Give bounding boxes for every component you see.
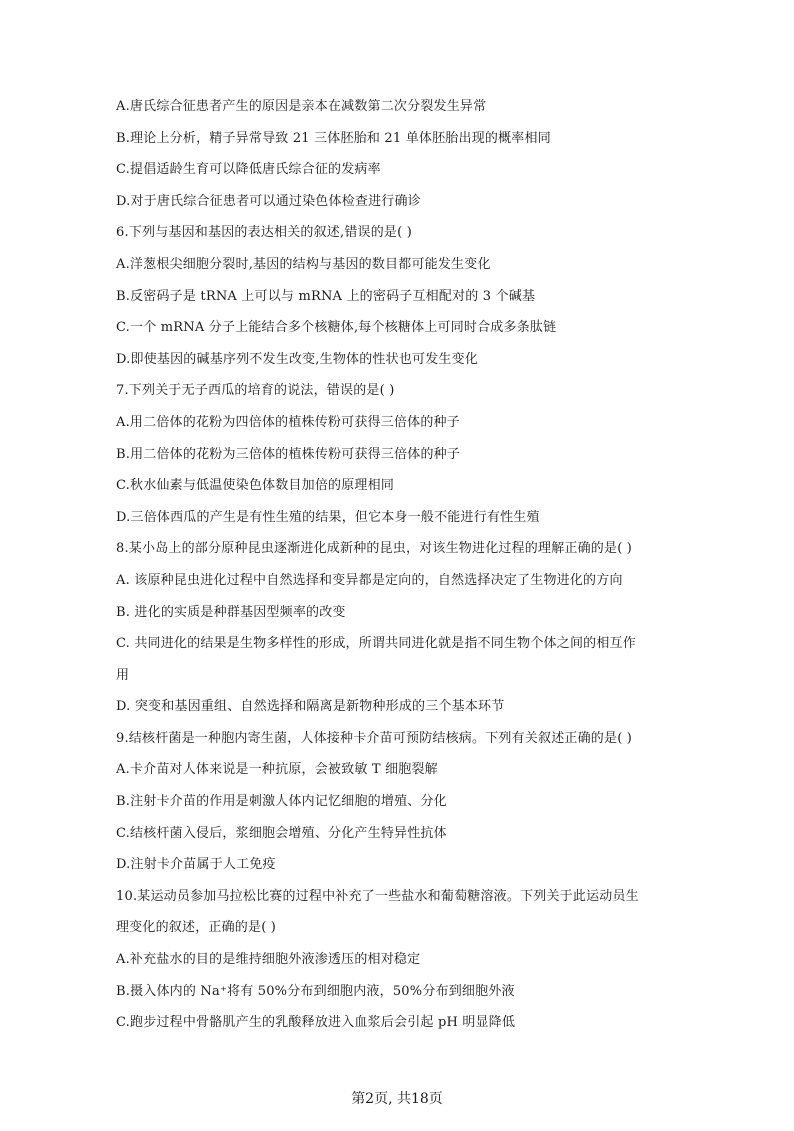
text-line: A.补充盐水的目的是维持细胞外液渗透压的相对稳定: [116, 952, 421, 968]
text-line: B. 进化的实质是种群基因型频率的改变: [116, 604, 346, 620]
text-line: C. 共同进化的结果是生物多样性的形成，所谓共同进化就是指不同生物个体之间的相互作: [116, 636, 636, 652]
text-line: D.注射卡介苗属于人工免疫: [116, 857, 276, 873]
text-line: B.反密码子是 tRNA 上可以与 mRNA 上的密码子互相配对的 3 个碱基: [116, 288, 536, 304]
text-line: D. 突变和基因重组、自然选择和隔离是新物种形成的三个基本环节: [116, 699, 505, 715]
text-line: D.即使基因的碱基序列不发生改变,生物体的性状也可发生变化: [116, 351, 479, 367]
text-line: B.用二倍体的花粉为三倍体的植株传粉可获得三倍体的种子: [116, 446, 461, 462]
text-line: C.结核杆菌入侵后，浆细胞会增殖、分化产生特异性抗体: [116, 825, 447, 841]
question-9-stem: 9.结核杆菌是一种胞内寄生菌，人体接种卡介苗可预防结核病。下列有关叙述正确的是( ): [116, 730, 633, 746]
text-line: B.注射卡介苗的作用是刺激人体内记忆细胞的增殖、分化: [116, 794, 447, 810]
question-7-stem: 7.下列关于无子西瓜的培育的说法，错误的是( ): [116, 383, 395, 399]
text-line: B.理论上分析，精子异常导致 21 三体胚胎和 21 单体胚胎出现的概率相同: [116, 130, 551, 146]
text-line: D.对于唐氏综合征患者可以通过染色体检查进行确诊: [116, 193, 421, 209]
question-8-stem: 8.某小岛上的部分原种昆虫逐渐进化成新种的昆虫，对该生物进化过程的理解正确的是( ): [116, 541, 633, 557]
text-line: A.洋葱根尖细胞分裂时,基因的结构与基因的数目都可能发生变化: [116, 256, 491, 272]
text-line: B.摄入体内的 Na⁺将有 50%分布到细胞内液，50%分布到细胞外液: [116, 983, 515, 999]
text-line: C.提倡适龄生育可以降低唐氏综合征的发病率: [116, 162, 381, 178]
question-content: [116, 99, 696, 1047]
question-6-stem: 6.下列与基因和基因的表达相关的叙述,错误的是( ): [116, 225, 413, 241]
text-line: A. 该原种昆虫进化过程中自然选择和变异都是定向的，自然选择决定了生物进化的方向: [116, 572, 623, 588]
page-footer: 第2页, 共18页: [351, 1091, 443, 1107]
text-line: A.唐氏综合征患者产生的原因是亲本在减数第二次分裂发生异常: [116, 99, 487, 114]
text-line: D.三倍体西瓜的产生是有性生殖的结果，但它本身一般不能进行有性生殖: [116, 509, 540, 525]
text-line: A.用二倍体的花粉为四倍体的植株传粉可获得三倍体的种子: [116, 414, 460, 430]
text-line: C.秋水仙素与低温使染色体数目加倍的原理相同: [116, 478, 395, 494]
text-line: 理变化的叙述，正确的是( ): [116, 920, 277, 936]
text-line: C.一个 mRNA 分子上能结合多个核糖体,每个核糖体上可同时合成多条肽链: [116, 320, 557, 336]
text-line: A.卡介苗对人体来说是一种抗原，会被致敏 T 细胞裂解: [116, 762, 438, 778]
text-line: C.跑步过程中骨骼肌产生的乳酸释放进入血浆后会引起 pH 明显降低: [116, 1015, 516, 1031]
question-10-stem: 10.某运动员参加马拉松比赛的过程中补充了一些盐水和葡萄糖溶液。下列关于此运动员生: [116, 888, 639, 904]
text-line: 用: [116, 667, 130, 683]
